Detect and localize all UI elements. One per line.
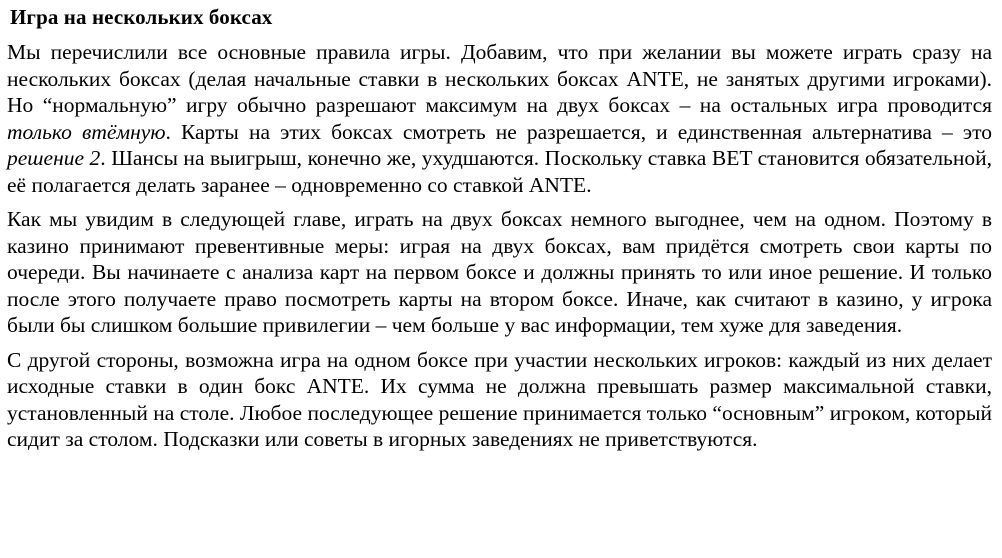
- emphasis-text: только втёмную: [7, 119, 166, 144]
- paragraph-shared-box: С другой стороны, возможна игра на одном боксе при участии нескольких игроков: каждый из них делает исходные ставки в один бокс ANTE. Их сумма не должна превышать размер максимальной ставки, установленный на столе. Любое последующее решение принимается только “основным” игроком, который сидит за столом. Подсказки или советы в игорных заведениях не приветствуются.: [7, 347, 992, 451]
- paragraph-two-boxes-advantage: Как мы увидим в следующей главе, играть на двух боксах немного выгоднее, чем на одном. Поэтому в казино принимают превентивные меры: играя на двух боксах, вам придётся смотреть свои карты по очереди. Вы начинаете с анализа карт на первом боксе и должны принять то или иное решение. И только после этого получаете право посмотреть карты на втором боксе. Иначе, как считают в казино, у игрока были бы слишком большие привилегии – чем больше у вас информации, тем хуже для заведения.: [7, 207, 992, 337]
- paragraph-multiple-boxes-rules: [7, 39, 992, 198]
- paragraph-text: Мы перечислили все основные правила игры. Добавим, что при желании вы можете играть сразу на нескольких боксах (делая начальные ставки в нескольких боксах ANTE, не занятых другими игроками). Но “нормальную” игру обычно разрешают максимум на двух боксах – на остальных игра проводится: [7, 40, 992, 117]
- paragraph-text: . Шансы на выигрыш, конечно же, ухудшаются. Поскольку ставка BET становится обязательной, её полагается делать заранее – одновременно со ставкой ANTE.: [7, 146, 992, 197]
- section-heading: Игра на нескольких боксах: [10, 5, 273, 29]
- paragraph-text: . Карты на этих боксах смотреть не разрешается, и единственная альтернатива – это: [165, 119, 992, 144]
- emphasis-text: решение 2: [7, 146, 101, 170]
